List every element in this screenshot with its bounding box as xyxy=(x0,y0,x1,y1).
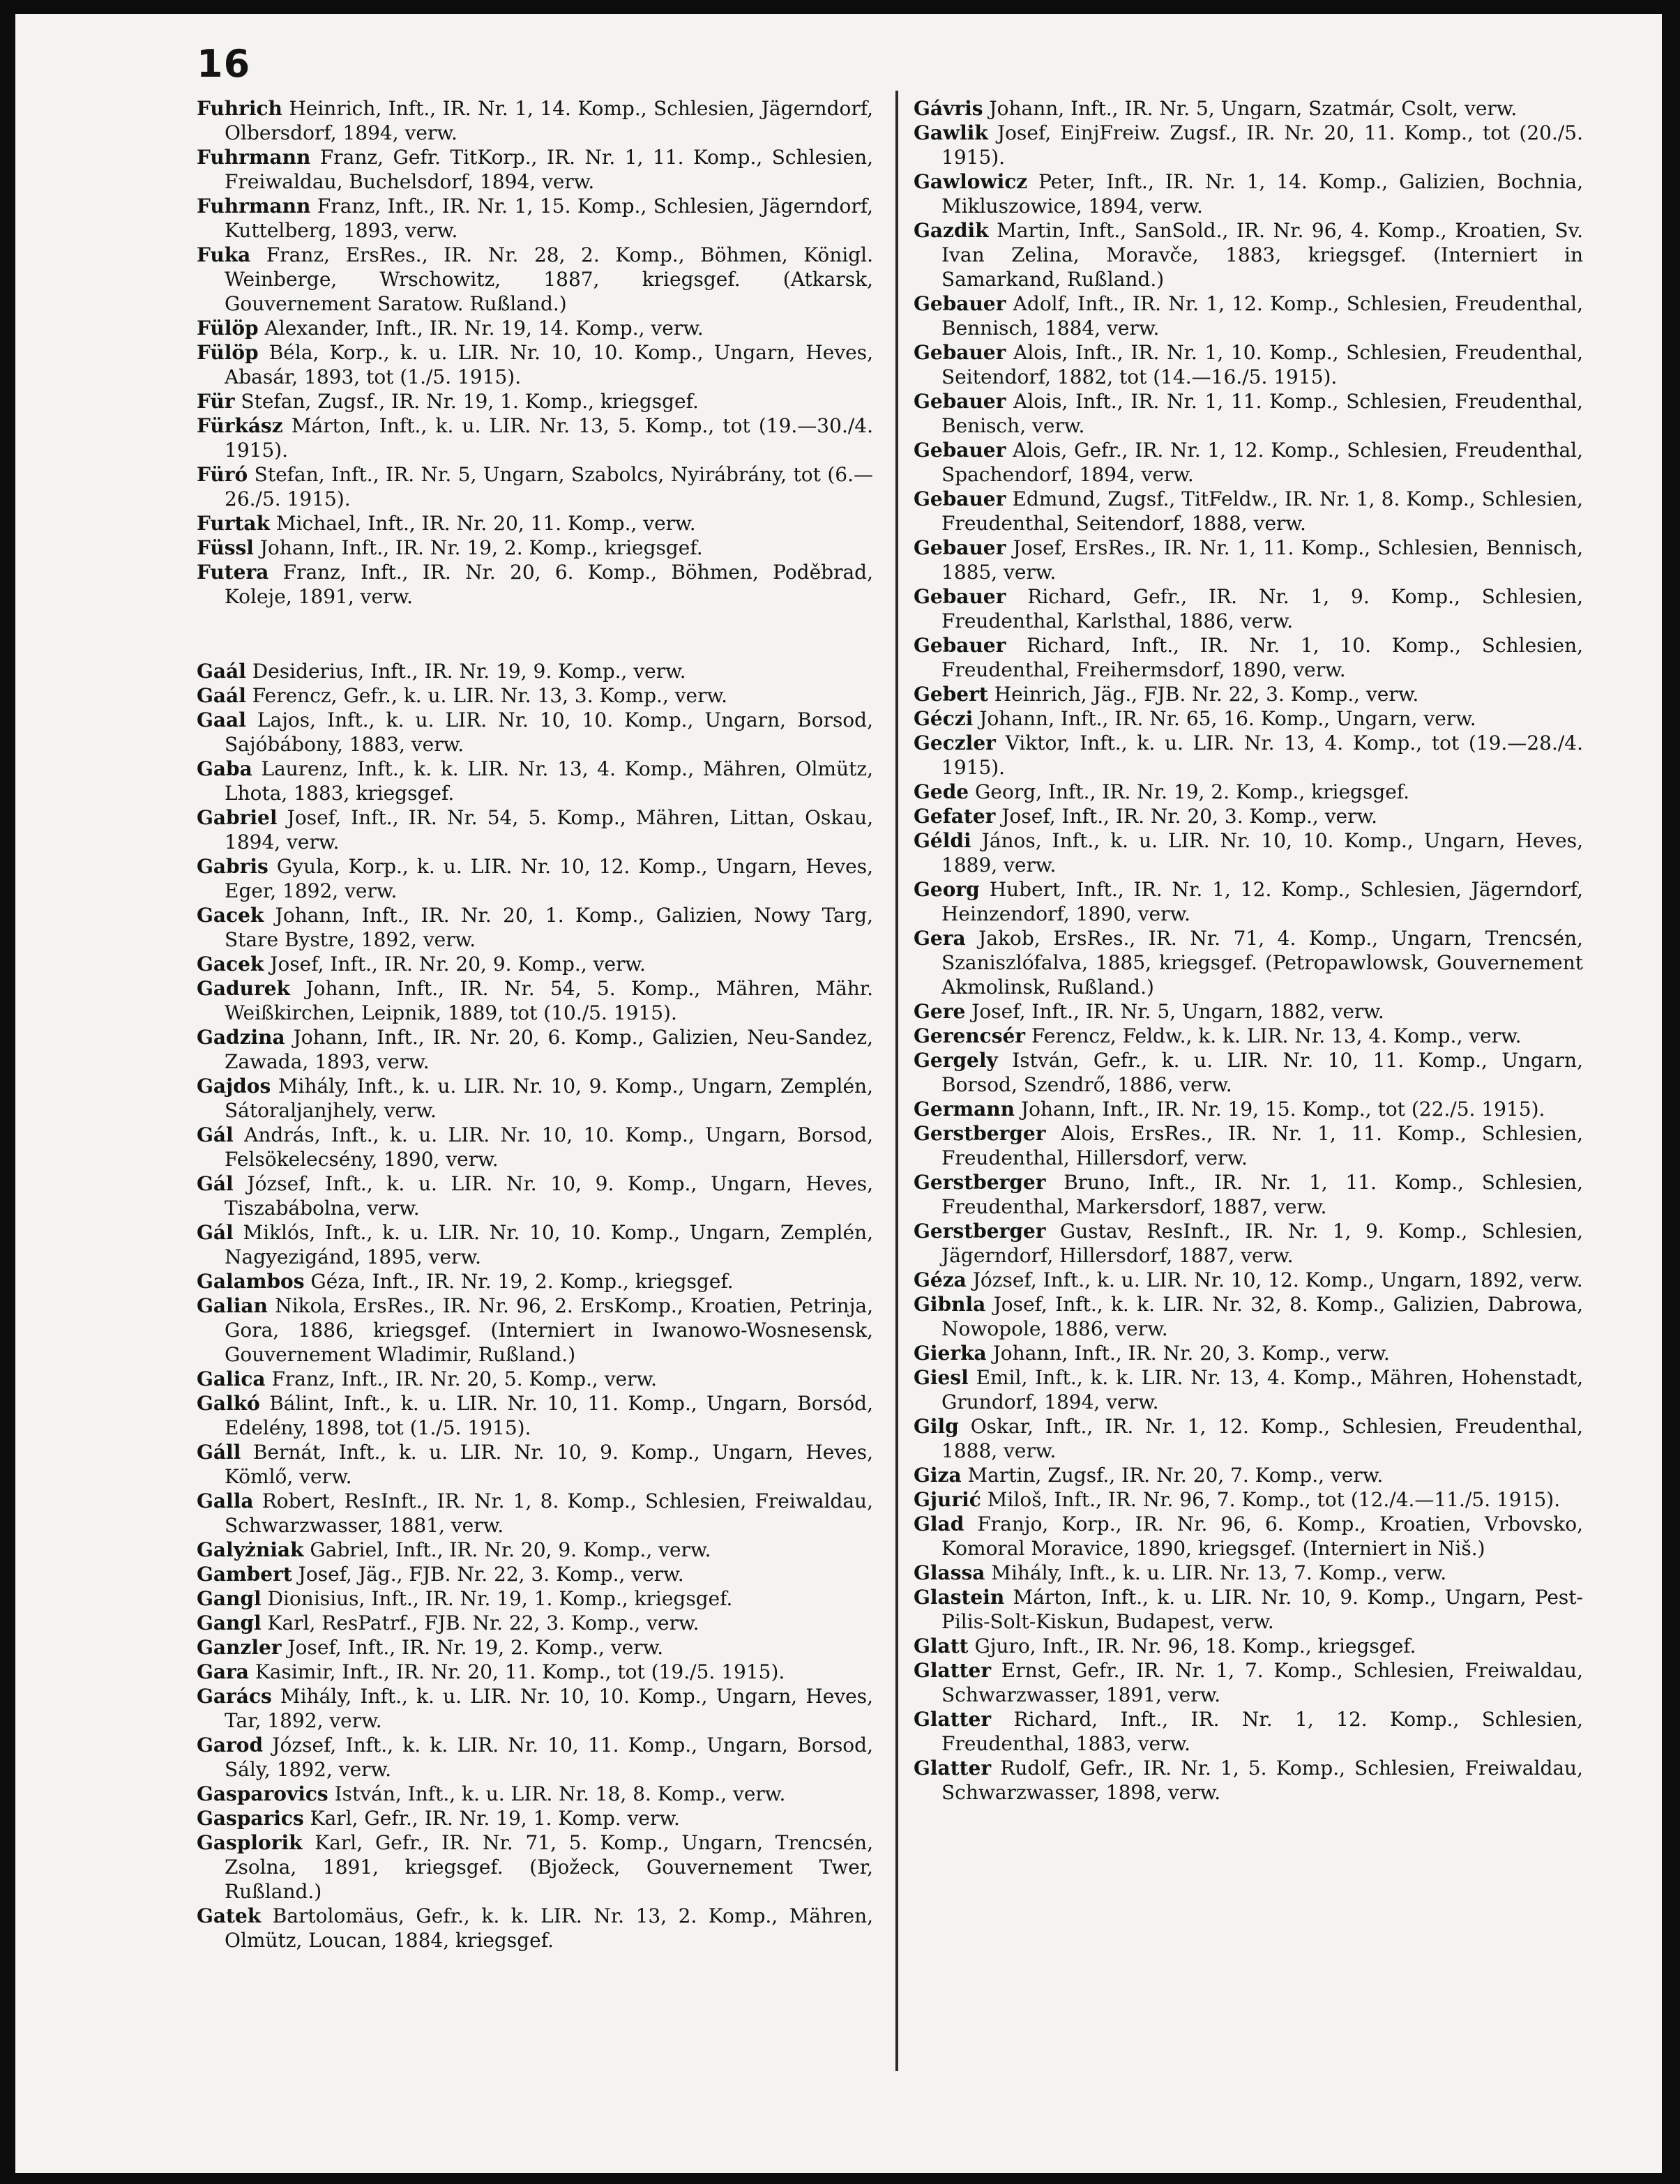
entry-details: Gjuro, Inft., IR. Nr. 96, 18. Komp., kriegsgef. xyxy=(974,1635,1416,1658)
entry-details: Heinrich, Inft., IR. Nr. 1, 14. Komp., Schlesien, Jägerndorf, Olbersdorf, 1894, verw. xyxy=(225,97,874,144)
entry-details: Robert, ResInft., IR. Nr. 1, 8. Komp., Schlesien, Freiwaldau, Schwarzwasser, 1881, verw. xyxy=(225,1489,873,1537)
casualty-entry xyxy=(914,169,1583,218)
entry-details: Johann, Inft., IR. Nr. 20, 1. Komp., Galizien, Nowy Targ, Stare Bystre, 1892, verw. xyxy=(225,904,873,951)
casualty-entry xyxy=(197,1294,873,1367)
casualty-entry xyxy=(914,1097,1583,1121)
casualty-entry xyxy=(197,805,873,854)
entry-details: József, Inft., k. u. LIR. Nr. 10, 12. Komp., Ungarn, 1892, verw. xyxy=(972,1268,1583,1291)
entry-surname: Gangl xyxy=(197,1587,262,1610)
casualty-entry xyxy=(197,340,873,389)
entry-details: Martin, Inft., SanSold., IR. Nr. 96, 4. Komp., Kroatien, Sv. Ivan Zelina, Moravče, 1883, kriegsgef. (Interniert in Samarkand, Rußland.) xyxy=(941,219,1583,291)
casualty-entry xyxy=(197,1660,873,1684)
casualty-entry xyxy=(914,1365,1583,1414)
entry-details: Stefan, Inft., IR. Nr. 5, Ungarn, Szabolcs, Nyirábrány, tot (6.—26./5. 1915). xyxy=(225,463,874,510)
casualty-entry xyxy=(914,1170,1583,1219)
entry-details: Josef, Jäg., FJB. Nr. 22, 3. Komp., verw. xyxy=(298,1563,684,1586)
casualty-entry xyxy=(914,999,1583,1024)
entry-details: Gabriel, Inft., IR. Nr. 20, 9. Komp., verw. xyxy=(310,1538,711,1561)
casualty-entry xyxy=(914,1121,1583,1170)
entry-details: Josef, Inft., IR. Nr. 20, 9. Komp., verw. xyxy=(270,953,646,976)
entry-surname: Gebauer xyxy=(914,341,1006,364)
page-number: 16 xyxy=(197,42,251,86)
scan-border-left xyxy=(0,0,15,2184)
entry-surname: Gebauer xyxy=(914,634,1006,657)
entry-surname: Gede xyxy=(914,780,969,803)
entry-surname: Gasparovics xyxy=(197,1782,328,1805)
casualty-entry xyxy=(197,1830,873,1904)
entry-surname: Gerstberger xyxy=(914,1220,1046,1243)
entry-surname: Gacek xyxy=(197,953,264,976)
entry-surname: Gergely xyxy=(914,1049,998,1072)
entry-details: Hubert, Inft., IR. Nr. 1, 12. Komp., Schlesien, Jägerndorf, Heinzendorf, 1890, verw. xyxy=(941,878,1583,925)
casualty-entry xyxy=(197,659,873,683)
entry-details: Alois, Gefr., IR. Nr. 1, 12. Komp., Schlesien, Freudenthal, Spachendorf, 1894, verw. xyxy=(941,439,1583,486)
entry-surname: Gjurić xyxy=(914,1488,981,1511)
casualty-entry xyxy=(197,1391,873,1440)
entry-details: Josef, Inft., IR. Nr. 5, Ungarn, 1882, verw. xyxy=(971,1000,1384,1023)
entry-surname: Garod xyxy=(197,1734,264,1757)
casualty-entry xyxy=(914,389,1583,438)
entry-surname: Fuhrich xyxy=(197,97,282,120)
entry-details: Nikola, ErsRes., IR. Nr. 96, 2. ErsKomp., Kroatien, Petrinja, Gora, 1886, kriegsgef. (Interniert in Iwanowo-Wosnesensk, Gouvernement Wladimir, Rußland.) xyxy=(225,1294,873,1366)
entry-details: Gyula, Korp., k. u. LIR. Nr. 10, 12. Komp., Ungarn, Heves, Eger, 1892, verw. xyxy=(225,855,874,902)
casualty-entry xyxy=(914,1658,1583,1707)
casualty-entry xyxy=(914,121,1583,169)
entry-details: Richard, Inft., IR. Nr. 1, 10. Komp., Schlesien, Freudenthal, Freihermsdorf, 1890, verw. xyxy=(941,634,1584,681)
casualty-entry xyxy=(914,1634,1583,1658)
entry-details: Alois, ErsRes., IR. Nr. 1, 11. Komp., Schlesien, Freudenthal, Hillersdorf, verw. xyxy=(941,1122,1583,1169)
casualty-entry xyxy=(197,1025,873,1074)
entry-surname: Géldi xyxy=(914,829,971,852)
entry-surname: Géza xyxy=(914,1268,967,1291)
casualty-entry xyxy=(197,1806,873,1830)
entry-details: Franz, Inft., IR. Nr. 20, 5. Komp., verw. xyxy=(271,1367,658,1390)
casualty-entry xyxy=(197,243,873,316)
entry-details: Richard, Inft., IR. Nr. 1, 12. Komp., Schlesien, Freudenthal, 1883, verw. xyxy=(941,1708,1584,1755)
entry-surname: Gál xyxy=(197,1123,234,1146)
casualty-entry xyxy=(197,976,873,1025)
casualty-entry xyxy=(197,1733,873,1782)
entry-details: József, Inft., k. k. LIR. Nr. 10, 11. Komp., Ungarn, Borsod, Sály, 1892, verw. xyxy=(225,1734,873,1781)
entry-details: Richard, Gefr., IR. Nr. 1, 9. Komp., Schlesien, Freudenthal, Karlsthal, 1886, verw. xyxy=(941,585,1583,632)
entry-details: Bernát, Inft., k. u. LIR. Nr. 10, 9. Komp., Ungarn, Heves, Kömlő, verw. xyxy=(225,1441,873,1488)
casualty-entry xyxy=(197,903,873,952)
entry-details: Ferencz, Gefr., k. u. LIR. Nr. 13, 3. Komp., verw. xyxy=(252,684,728,707)
entry-details: András, Inft., k. u. LIR. Nr. 10, 10. Komp., Ungarn, Borsod, Felsökelecsény, 1890, verw. xyxy=(225,1123,874,1171)
casualty-entry xyxy=(914,1561,1583,1585)
casualty-entry xyxy=(197,389,873,414)
casualty-entry xyxy=(197,1440,873,1489)
entry-details: Oskar, Inft., IR. Nr. 1, 12. Komp., Schlesien, Freudenthal, 1888, verw. xyxy=(941,1415,1583,1462)
casualty-entry xyxy=(914,487,1583,536)
entry-details: Rudolf, Gefr., IR. Nr. 1, 5. Komp., Schlesien, Freiwaldau, Schwarzwasser, 1898, verw. xyxy=(941,1757,1583,1804)
entry-details: Bartolomäus, Gefr., k. k. LIR. Nr. 13, 2. Komp., Mähren, Olmütz, Loucan, 1884, kriegsgef. xyxy=(225,1904,874,1952)
casualty-entry xyxy=(197,1171,873,1220)
entry-surname: Galkó xyxy=(197,1392,260,1415)
entry-details: Johann, Inft., IR. Nr. 54, 5. Komp., Mähren, Mähr. Weißkirchen, Leipnik, 1889, tot (10./5. 1915). xyxy=(225,977,873,1024)
right-column xyxy=(914,96,1583,1805)
entry-details: Johann, Inft., IR. Nr. 5, Ungarn, Szatmár, Csolt, verw. xyxy=(989,97,1518,120)
entry-surname: Gaba xyxy=(197,757,252,780)
casualty-entry xyxy=(914,1707,1583,1756)
entry-surname: Geczler xyxy=(914,731,996,754)
entry-surname: Géczi xyxy=(914,707,974,730)
entry-surname: Fuhrmann xyxy=(197,146,311,169)
entry-surname: Giza xyxy=(914,1464,962,1487)
entry-details: Johann, Inft., IR. Nr. 19, 15. Komp., tot (22./5. 1915). xyxy=(1020,1098,1545,1121)
entry-surname: Gávris xyxy=(914,97,983,120)
entry-details: Johann, Inft., IR. Nr. 20, 3. Komp., verw. xyxy=(992,1342,1390,1365)
casualty-entry xyxy=(914,731,1583,780)
casualty-entry xyxy=(914,340,1583,389)
entry-details: Johann, Inft., IR. Nr. 19, 2. Komp., kriegsgef. xyxy=(259,536,703,559)
entry-details: Franz, ErsRes., IR. Nr. 28, 2. Komp., Böhmen, Königl. Weinberge, Wrschowitz, 1887, kriegsgef. (Atkarsk, Gouvernement Saratow. Rußland.) xyxy=(225,243,873,315)
entry-surname: Glad xyxy=(914,1512,964,1535)
casualty-entry xyxy=(197,511,873,536)
entry-details: Heinrich, Jäg., FJB. Nr. 22, 3. Komp., verw. xyxy=(994,683,1419,706)
entry-details: István, Inft., k. u. LIR. Nr. 18, 8. Komp., verw. xyxy=(334,1782,786,1805)
entry-surname: Gadurek xyxy=(197,977,290,1000)
entry-details: József, Inft., k. u. LIR. Nr. 10, 9. Komp., Ungarn, Heves, Tiszabábolna, verw. xyxy=(225,1172,873,1220)
entry-details: Josef, Inft., IR. Nr. 54, 5. Komp., Mähren, Littan, Oskau, 1894, verw. xyxy=(225,806,873,854)
entry-surname: Galambos xyxy=(197,1270,305,1293)
entry-surname: Gaal xyxy=(197,708,246,731)
casualty-entry xyxy=(197,536,873,560)
left-column xyxy=(197,96,873,1952)
entry-details: Dionisius, Inft., IR. Nr. 19, 1. Komp., kriegsgef. xyxy=(267,1587,733,1610)
column-divider xyxy=(895,91,898,2071)
casualty-entry xyxy=(914,1512,1583,1561)
entry-details: Michael, Inft., IR. Nr. 20, 11. Komp., verw. xyxy=(275,512,696,535)
entry-details: Mihály, Inft., k. u. LIR. Nr. 10, 10. Komp., Ungarn, Heves, Tar, 1892, verw. xyxy=(225,1685,873,1732)
entry-details: Desiderius, Inft., IR. Nr. 19, 9. Komp., verw. xyxy=(252,660,686,683)
casualty-entry xyxy=(197,1562,873,1586)
entry-details: Josef, Inft., k. k. LIR. Nr. 32, 8. Komp., Galizien, Dabrowa, Nowopole, 1886, verw. xyxy=(941,1293,1583,1340)
casualty-entry xyxy=(197,1611,873,1635)
entry-surname: Galica xyxy=(197,1367,266,1390)
entry-details: Kasimir, Inft., IR. Nr. 20, 11. Komp., tot (19./5. 1915). xyxy=(255,1660,785,1683)
entry-details: Emil, Inft., k. k. LIR. Nr. 13, 4. Komp., Mähren, Hohenstadt, Grundorf, 1894, verw. xyxy=(941,1366,1583,1413)
entry-surname: Füró xyxy=(197,463,248,486)
entry-surname: Gebauer xyxy=(914,536,1006,559)
casualty-entry xyxy=(197,1684,873,1733)
entry-surname: Gerencsér xyxy=(914,1024,1026,1047)
entry-surname: Fülöp xyxy=(197,341,259,364)
casualty-entry xyxy=(197,1635,873,1660)
casualty-entry xyxy=(914,291,1583,340)
casualty-entry xyxy=(197,1538,873,1562)
casualty-entry xyxy=(914,536,1583,584)
entry-surname: Gambert xyxy=(197,1563,292,1586)
casualty-entry xyxy=(914,1414,1583,1463)
casualty-entry xyxy=(197,145,873,194)
entry-details: János, Inft., k. u. LIR. Nr. 10, 10. Komp., Ungarn, Heves, 1889, verw. xyxy=(941,829,1583,877)
entry-details: Josef, ErsRes., IR. Nr. 1, 11. Komp., Schlesien, Bennisch, 1885, verw. xyxy=(941,536,1583,584)
entry-surname: Gajdos xyxy=(197,1075,271,1098)
entry-details: Peter, Inft., IR. Nr. 1, 14. Komp., Galizien, Bochnia, Mikluszowice, 1894, verw. xyxy=(941,170,1583,218)
entry-surname: Gilg xyxy=(914,1415,959,1438)
casualty-entry xyxy=(914,1268,1583,1292)
casualty-entry xyxy=(914,1585,1583,1634)
casualty-entry xyxy=(197,194,873,243)
entry-surname: Gebauer xyxy=(914,390,1006,413)
entry-details: Franz, Inft., IR. Nr. 20, 6. Komp., Böhmen, Poděbrad, Koleje, 1891, verw. xyxy=(225,561,873,608)
entry-surname: Gaál xyxy=(197,660,246,683)
entry-surname: Gawlik xyxy=(914,121,988,144)
casualty-entry xyxy=(197,1367,873,1391)
entry-surname: Furtak xyxy=(197,512,270,535)
entry-details: Bálint, Inft., k. u. LIR. Nr. 10, 11. Komp., Ungarn, Borsód, Edelény, 1898, tot (1./5. 1915). xyxy=(225,1392,873,1439)
entry-surname: Gál xyxy=(197,1221,234,1244)
entry-details: Johann, Inft., IR. Nr. 65, 16. Komp., Ungarn, verw. xyxy=(979,707,1476,730)
entry-surname: Füssl xyxy=(197,536,254,559)
entry-surname: Gál xyxy=(197,1172,234,1195)
casualty-entry xyxy=(914,780,1583,804)
entry-surname: Gatek xyxy=(197,1904,262,1927)
entry-details: Josef, Inft., IR. Nr. 20, 3. Komp., verw. xyxy=(1001,805,1378,828)
casualty-entry xyxy=(197,462,873,511)
casualty-entry xyxy=(914,633,1583,682)
entry-surname: Gaál xyxy=(197,684,246,707)
entry-details: Gustav, ResInft., IR. Nr. 1, 9. Komp., Schlesien, Jägerndorf, Hillersdorf, 1887, verw. xyxy=(941,1220,1583,1267)
entry-surname: Gáll xyxy=(197,1441,241,1464)
entry-details: Karl, ResPatrf., FJB. Nr. 22, 3. Komp., verw. xyxy=(267,1612,699,1635)
entry-details: Lajos, Inft., k. u. LIR. Nr. 10, 10. Komp., Ungarn, Borsod, Sajóbábony, 1883, verw. xyxy=(225,708,873,756)
entry-surname: Galian xyxy=(197,1294,268,1317)
entry-details: Alois, Inft., IR. Nr. 1, 10. Komp., Schlesien, Freudenthal, Seitendorf, 1882, tot (14.—16./5. 1915). xyxy=(941,341,1583,388)
entry-details: Mihály, Inft., k. u. LIR. Nr. 13, 7. Komp., verw. xyxy=(991,1561,1447,1584)
entry-surname: Gabriel xyxy=(197,806,278,829)
entry-surname: Galyżniak xyxy=(197,1538,304,1561)
entry-details: Márton, Inft., k. u. LIR. Nr. 10, 9. Komp., Ungarn, Pest-Pilis-Solt-Kiskun, Budapest, verw. xyxy=(941,1586,1584,1633)
casualty-entry xyxy=(197,1586,873,1611)
entry-surname: Für xyxy=(197,390,235,413)
entry-details: Karl, Gefr., IR. Nr. 71, 5. Komp., Ungarn, Trencsén, Zsolna, 1891, kriegsgef. (Bjožeck, Gouvernement Twer, Rußland.) xyxy=(225,1831,873,1903)
entry-surname: Gefater xyxy=(914,805,996,828)
casualty-entry xyxy=(197,708,873,757)
entry-details: Géza, Inft., IR. Nr. 19, 2. Komp., kriegsgef. xyxy=(310,1270,734,1293)
casualty-entry xyxy=(914,804,1583,828)
entry-details: Franz, Inft., IR. Nr. 1, 15. Komp., Schlesien, Jägerndorf, Kuttelberg, 1893, verw. xyxy=(225,195,873,242)
entry-details: Edmund, Zugsf., TitFeldw., IR. Nr. 1, 8. Komp., Schlesien, Freudenthal, Seitendorf, 1888, verw. xyxy=(941,487,1584,535)
casualty-entry xyxy=(197,1782,873,1806)
entry-details: Mihály, Inft., k. u. LIR. Nr. 10, 9. Komp., Ungarn, Zemplén, Sátoraljanjhely, verw. xyxy=(225,1075,873,1122)
entry-surname: Giesl xyxy=(914,1366,969,1389)
entry-surname: Gawlowicz xyxy=(914,170,1028,193)
casualty-entry xyxy=(197,854,873,903)
casualty-entry xyxy=(197,683,873,708)
entry-details: Josef, Inft., IR. Nr. 19, 2. Komp., verw. xyxy=(287,1636,664,1659)
entry-details: Ferencz, Feldw., k. k. LIR. Nr. 13, 4. Komp., verw. xyxy=(1031,1024,1522,1047)
entry-details: Stefan, Zugsf., IR. Nr. 19, 1. Komp., kriegsgef. xyxy=(241,390,699,413)
casualty-entry xyxy=(914,682,1583,706)
entry-surname: Garács xyxy=(197,1685,272,1708)
casualty-entry xyxy=(914,706,1583,731)
entry-surname: Gabris xyxy=(197,855,268,878)
entry-surname: Glastein xyxy=(914,1586,1005,1609)
entry-surname: Fuka xyxy=(197,243,251,266)
scan-border-bottom xyxy=(0,2173,1680,2184)
casualty-entry xyxy=(914,1487,1583,1512)
entry-details: Martin, Zugsf., IR. Nr. 20, 7. Komp., verw. xyxy=(967,1464,1384,1487)
entry-surname: Gebauer xyxy=(914,585,1006,608)
casualty-entry xyxy=(197,560,873,609)
casualty-entry xyxy=(197,1904,873,1952)
entry-details: Viktor, Inft., k. u. LIR. Nr. 13, 4. Komp., tot (19.—28./4. 1915). xyxy=(941,731,1583,779)
casualty-entry xyxy=(914,96,1583,121)
entry-surname: Germann xyxy=(914,1098,1015,1121)
casualty-entry xyxy=(197,1269,873,1294)
casualty-entry xyxy=(914,1219,1583,1268)
casualty-entry xyxy=(914,1024,1583,1048)
entry-surname: Gere xyxy=(914,1000,966,1023)
entry-details: Franz, Gefr. TitKorp., IR. Nr. 1, 11. Komp., Schlesien, Freiwaldau, Buchelsdorf, 1894, verw. xyxy=(225,146,874,193)
casualty-entry xyxy=(197,952,873,976)
entry-details: Laurenz, Inft., k. k. LIR. Nr. 13, 4. Komp., Mähren, Olmütz, Lhota, 1883, kriegsgef. xyxy=(225,757,874,805)
casualty-entry xyxy=(914,877,1583,926)
casualty-entry xyxy=(914,218,1583,291)
entry-surname: Gibnla xyxy=(914,1293,986,1316)
entry-surname: Gerstberger xyxy=(914,1171,1046,1194)
entry-surname: Gera xyxy=(914,927,966,950)
casualty-entry xyxy=(197,1489,873,1538)
casualty-entry xyxy=(197,757,873,805)
entry-surname: Gasplorik xyxy=(197,1831,303,1854)
casualty-entry xyxy=(914,1341,1583,1365)
casualty-entry xyxy=(914,1048,1583,1097)
scan-border-top xyxy=(0,0,1680,14)
casualty-entry xyxy=(197,1074,873,1123)
entry-details: Karl, Gefr., IR. Nr. 19, 1. Komp. verw. xyxy=(310,1807,680,1830)
casualty-entry xyxy=(197,414,873,462)
entry-surname: Glatt xyxy=(914,1635,969,1658)
casualty-entry xyxy=(914,926,1583,999)
casualty-entry xyxy=(197,1123,873,1171)
casualty-entry xyxy=(197,316,873,340)
entry-details: Franjo, Korp., IR. Nr. 96, 6. Komp., Kroatien, Vrbovsko, Komoral Moravice, 1890, kriegsgef. (Interniert in Niš.) xyxy=(941,1512,1583,1560)
entry-surname: Fürkász xyxy=(197,414,283,437)
entry-details: Ernst, Gefr., IR. Nr. 1, 7. Komp., Schlesien, Freiwaldau, Schwarzwasser, 1891, verw. xyxy=(941,1659,1583,1706)
entry-details: Béla, Korp., k. u. LIR. Nr. 10, 10. Komp., Ungarn, Heves, Abasár, 1893, tot (1./5. 1915). xyxy=(225,341,873,388)
casualty-entry xyxy=(197,96,873,145)
entry-surname: Glassa xyxy=(914,1561,985,1584)
entry-details: István, Gefr., k. u. LIR. Nr. 10, 11. Komp., Ungarn, Borsod, Szendrő, 1886, verw. xyxy=(941,1049,1583,1096)
casualty-entry xyxy=(914,584,1583,633)
entry-details: Johann, Inft., IR. Nr. 20, 6. Komp., Galizien, Neu-Sandez, Zawada, 1893, verw. xyxy=(225,1026,873,1073)
entry-surname: Gazdik xyxy=(914,219,989,242)
entry-details: Miloš, Inft., IR. Nr. 96, 7. Komp., tot (12./4.—11./5. 1915). xyxy=(987,1488,1561,1511)
entry-surname: Gierka xyxy=(914,1342,987,1365)
entry-details: Josef, EinjFreiw. Zugsf., IR. Nr. 20, 11. Komp., tot (20./5. 1915). xyxy=(941,121,1583,169)
entry-surname: Gebauer xyxy=(914,439,1006,462)
entry-surname: Gara xyxy=(197,1660,249,1683)
casualty-entry xyxy=(914,1463,1583,1487)
entry-surname: Galla xyxy=(197,1489,254,1512)
entry-details: Miklós, Inft., k. u. LIR. Nr. 10, 10. Komp., Ungarn, Zemplén, Nagyezigánd, 1895, verw. xyxy=(225,1221,873,1268)
entry-surname: Fuhrmann xyxy=(197,195,311,218)
entry-surname: Fülöp xyxy=(197,317,259,340)
entry-surname: Gerstberger xyxy=(914,1122,1046,1145)
entry-surname: Gebauer xyxy=(914,292,1006,315)
entry-details: Adolf, Inft., IR. Nr. 1, 12. Komp., Schlesien, Freudenthal, Bennisch, 1884, verw. xyxy=(941,292,1583,340)
casualty-entry xyxy=(914,1756,1583,1805)
entry-surname: Futera xyxy=(197,561,269,584)
entry-surname: Glatter xyxy=(914,1708,992,1731)
entry-details: Jakob, ErsRes., IR. Nr. 71, 4. Komp., Ungarn, Trencsén, Szaniszlófalva, 1885, kriegsgef. (Petropawlowsk, Gouvernement Akmolinsk, Rußland.) xyxy=(941,927,1583,999)
entry-surname: Gebert xyxy=(914,683,988,706)
entry-details: Alexander, Inft., IR. Nr. 19, 14. Komp., verw. xyxy=(264,317,704,340)
entry-surname: Glatter xyxy=(914,1757,992,1780)
entry-details: Georg, Inft., IR. Nr. 19, 2. Komp., kriegsgef. xyxy=(975,780,1410,803)
casualty-entry xyxy=(914,1292,1583,1341)
casualty-entry xyxy=(914,438,1583,487)
entry-surname: Gasparics xyxy=(197,1807,304,1830)
entry-details: Márton, Inft., k. u. LIR. Nr. 13, 5. Komp., tot (19.—30./4. 1915). xyxy=(225,414,873,462)
entry-surname: Gebauer xyxy=(914,487,1006,510)
scan-border-right xyxy=(1662,0,1680,2184)
entry-details: Alois, Inft., IR. Nr. 1, 11. Komp., Schlesien, Freudenthal, Benisch, verw. xyxy=(941,390,1583,437)
entry-surname: Ganzler xyxy=(197,1636,282,1659)
entry-surname: Gacek xyxy=(197,904,264,927)
entry-surname: Glatter xyxy=(914,1659,992,1682)
casualty-entry xyxy=(914,828,1583,877)
entry-surname: Georg xyxy=(914,878,980,901)
casualty-entry xyxy=(197,1220,873,1269)
entry-details: Bruno, Inft., IR. Nr. 1, 11. Komp., Schlesien, Freudenthal, Markersdorf, 1887, verw. xyxy=(941,1171,1583,1218)
entry-surname: Gadzina xyxy=(197,1026,285,1049)
entry-surname: Gangl xyxy=(197,1612,262,1635)
